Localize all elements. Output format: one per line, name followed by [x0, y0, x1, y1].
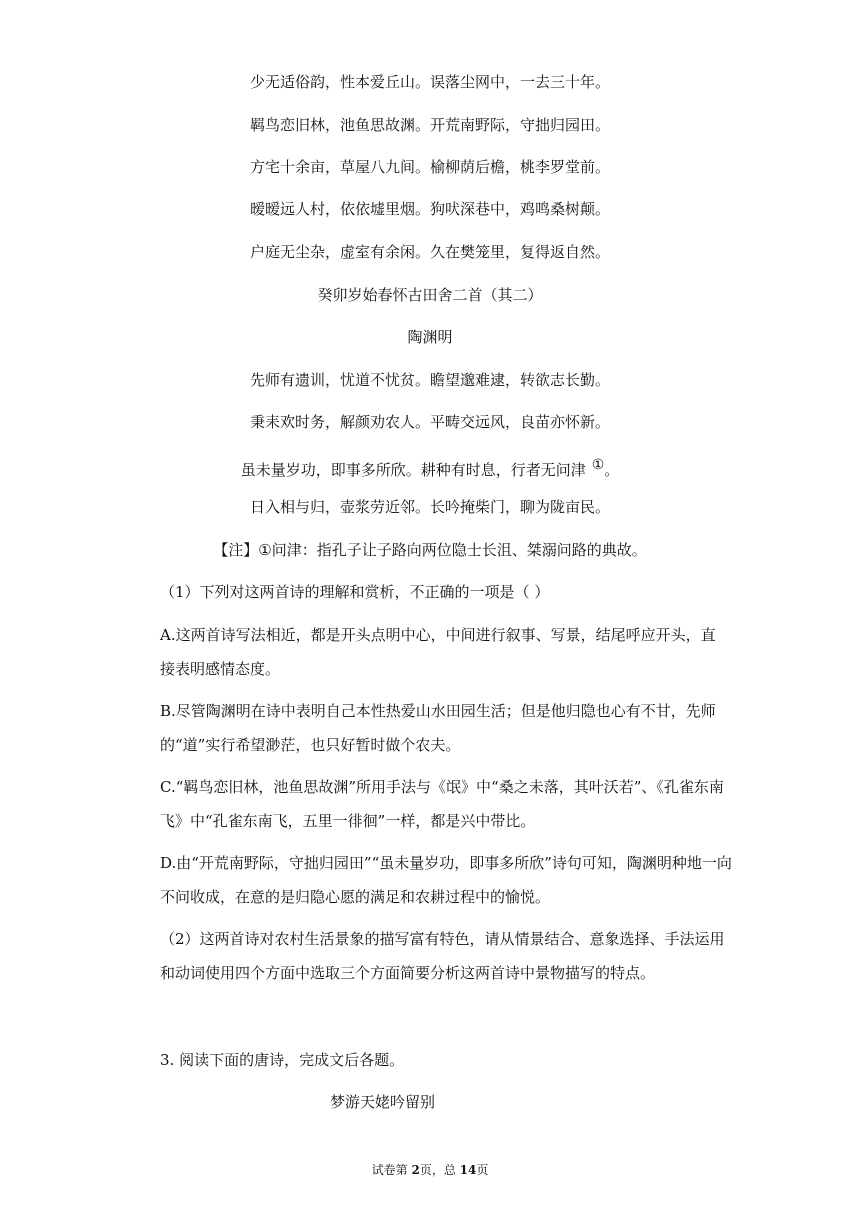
option-d-line-2: 不问收成，在意的是归隐心愿的满足和农耕过程中的愉悦。 — [160, 888, 551, 906]
option-a-line-2: 接表明感情态度。 — [160, 660, 281, 678]
option-b-line-1: B.尽管陶渊明在诗中表明自己本性热爱山水田园生活；但是他归隐也心有不甘，先师 — [160, 702, 716, 720]
footnote-ref-mark: ① — [591, 457, 605, 473]
option-a-line-1: A.这两首诗写法相近，都是开头点明中心，中间进行叙事、写景，结尾呼应开头，直 — [160, 626, 716, 644]
poem2-line-3 — [0, 455, 860, 480]
question-2-line-1: （2）这两首诗对农村生活景象的描写富有特色，请从情景结合、意象选择、手法运用 — [160, 930, 725, 948]
poem2-line-3-end: 。 — [604, 461, 620, 479]
footer-total-pages: 14 — [459, 1163, 477, 1177]
poem1-line-5: 户庭无尘杂，虚室有余闲。久在樊笼里，复得返自然。 — [249, 243, 610, 261]
poem1-line-1: 少无适俗韵，性本爱丘山。误落尘网中，一去三十年。 — [249, 73, 610, 91]
option-c-line-1: C.“羁鸟恋旧林，池鱼思故渊”所用手法与《氓》中“桑之未落，其叶沃若”、《孔雀东南 — [160, 778, 724, 796]
poem1-line-2: 羁鸟恋旧林，池鱼思故渊。开荒南野际，守拙归园田。 — [249, 116, 610, 134]
footer-suffix: 页 — [476, 1163, 489, 1177]
poem1-line-4: 暧暧远人村，依依墟里烟。狗吠深巷中，鸡鸣桑树颠。 — [249, 200, 610, 218]
footnote-mark: ① — [258, 541, 272, 559]
section-3-heading: 3. 阅读下面的唐诗，完成文后各题。 — [160, 1051, 405, 1069]
poem2-line-1: 先师有遗训，忧道不忧贫。瞻望邈难逮，转欲志长勤。 — [249, 371, 610, 389]
poem2-line-2: 秉耒欢时务，解颜劝农人。平畴交远风，良苗亦怀新。 — [249, 413, 610, 431]
question-2-line-2: 和动词使用四个方面中选取三个方面简要分析这两首诗中景物描写的特点。 — [160, 964, 656, 982]
poem2-author: 陶渊明 — [407, 328, 453, 346]
footnote-text: 问津：指孔子让子路向两位隐士长沮、桀溺问路的典故。 — [271, 541, 647, 559]
footer-middle: 页，总 — [419, 1163, 460, 1177]
poem2-title: 癸卯岁始春怀古田舍二首（其二） — [317, 286, 543, 304]
section-3-poem-title: 梦游天姥吟留别 — [330, 1093, 436, 1111]
page-footer — [0, 1162, 860, 1178]
question-1: （1）下列对这两首诗的理解和赏析，不正确的一项是（ ） — [160, 583, 550, 601]
option-d-line-1: D.由“开荒南野际，守拙归园田”“虽未量岁功，即事多所欣”诗句可知，陶渊明种地一向 — [160, 854, 732, 872]
option-b-line-2: 的“道”实行希望渺茫，也只好暂时做个农夫。 — [160, 736, 461, 754]
poem2-line-4: 日入相与归，壶浆劳近邻。长吟掩柴门，聊为陇亩民。 — [249, 498, 610, 516]
footnote-prefix: 【注】 — [213, 541, 259, 559]
poem1-line-3: 方宅十余亩，草屋八九间。榆柳荫后檐，桃李罗堂前。 — [249, 158, 610, 176]
poem2-line-3-text: 虽未量岁功，即事多所欣。耕种有时息，行者无问津 — [240, 461, 586, 479]
footnote — [0, 540, 860, 560]
footer-prefix: 试卷第 — [371, 1163, 412, 1177]
option-c-line-2: 飞》中“孔雀东南飞，五里一徘徊”一样，都是兴中带比。 — [160, 812, 536, 830]
footer-page-number: 2 — [411, 1163, 420, 1177]
